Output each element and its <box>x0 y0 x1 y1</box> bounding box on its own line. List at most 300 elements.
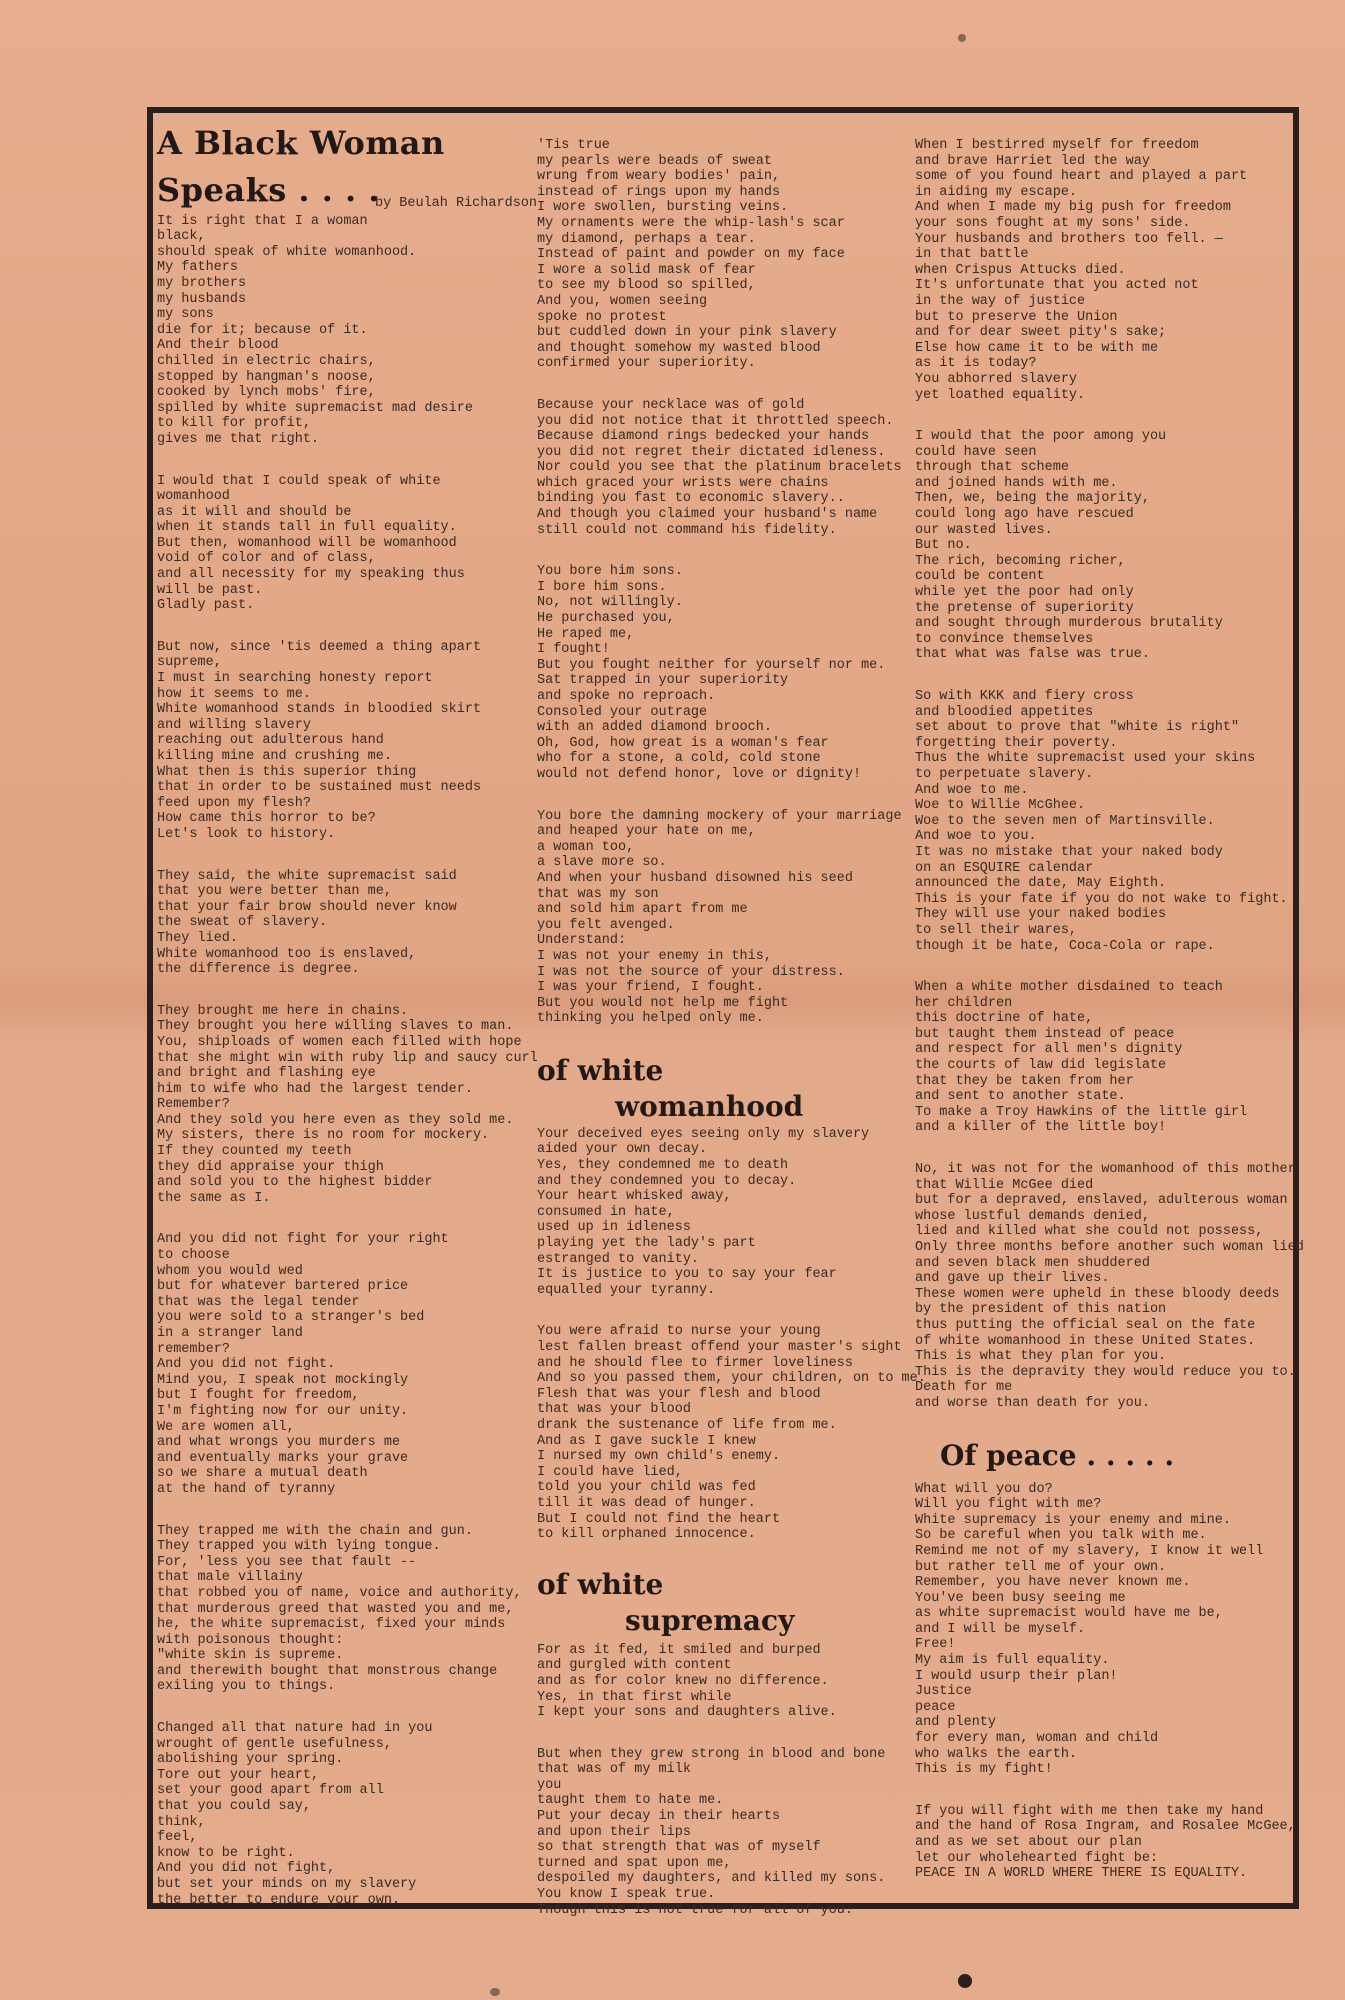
poem-line: lied and killed what she could not possess, <box>915 1224 1264 1240</box>
poem-line: And you did not fight for your right <box>157 1232 449 1248</box>
poem-line: You, shiploads of women each filled with hope <box>157 1034 522 1050</box>
poem-line: could be content <box>915 569 1045 585</box>
poem-line: And their blood <box>157 338 279 354</box>
poem-line: But when they grew strong in blood and bone <box>537 1746 886 1762</box>
poem-line: in the way of justice <box>915 293 1086 309</box>
poem-line: that you were better than me, <box>157 884 392 900</box>
poem-line: You've been busy seeing me <box>915 1590 1126 1606</box>
poem-line: I would that I could speak of white <box>157 473 441 489</box>
poem-line: 'Tis true <box>537 138 610 153</box>
poem-line: My ornaments were the whip-lash's scar <box>537 215 845 231</box>
poem-stanza <box>537 1643 927 1721</box>
poem-line: and I will be myself. <box>915 1621 1086 1637</box>
poem-line: by the president of this nation <box>915 1302 1167 1318</box>
poem-line: to see my blood so spilled, <box>537 278 756 294</box>
poem-line: and spoke no reproach. <box>537 689 716 704</box>
poem-line: Gladly past. <box>157 598 255 614</box>
poem-line: Put your decay in their hearts <box>537 1809 781 1825</box>
poem-line: I bore him sons. <box>537 579 667 595</box>
poem-line: I wore swollen, bursting veins. <box>537 200 789 216</box>
poem-line: and bloodied appetites <box>915 704 1094 720</box>
poem-line: wrung from weary bodies' pain, <box>537 169 781 185</box>
poem-line: reaching out adulterous hand <box>157 733 384 749</box>
poem-line: Remind me not of my slavery, I know it well <box>915 1543 1264 1559</box>
poem-stanza <box>157 474 537 614</box>
poem-line: It is right that I a woman <box>157 213 368 229</box>
section-heading-womanhood <box>537 1053 927 1125</box>
poem-line: Your husbands and brothers too fell. — <box>915 231 1223 247</box>
poem-line: Death for me <box>915 1380 1013 1396</box>
poem-stanza <box>915 689 1300 954</box>
poem-line: Only three months before another such woman lied <box>915 1240 1304 1255</box>
poem-line: at the hand of tyranny <box>157 1481 336 1497</box>
poem-line: He raped me, <box>537 626 635 642</box>
poem-line: and the hand of Rosa Ingram, and Rosalee McGee, <box>915 1819 1296 1835</box>
poem-line: but for a depraved, enslaved, adulterous woman <box>915 1193 1288 1209</box>
poem-stanza <box>537 1324 927 1542</box>
poem-line: And when your husband disowned his seed <box>537 870 853 886</box>
poem-line: would not defend honor, love or dignity! <box>537 766 862 782</box>
poem-line: And as I gave suckle I knew <box>537 1433 756 1449</box>
poem-line: though it be hate, Coca-Cola or rape. <box>915 938 1215 954</box>
heading-line: supremacy <box>625 1603 795 1637</box>
poem-line: her children <box>915 995 1013 1011</box>
poem-stanza <box>157 1524 537 1696</box>
poem-line: used up in idleness <box>537 1220 691 1236</box>
poem-line: White womanhood stands in bloodied skirt <box>157 702 482 718</box>
poem-line: Understand: <box>537 933 627 949</box>
poem-line: and respect for all men's dignity <box>915 1042 1183 1058</box>
poem-line: They lied. <box>157 930 239 946</box>
poem-line: Instead of paint and powder on my face <box>537 247 845 263</box>
poem-line: And you did not fight. <box>157 1357 336 1373</box>
poem-line: the difference is degree. <box>157 962 360 978</box>
poem-line: stopped by hangman's noose, <box>157 369 376 385</box>
poem-line: Mind you, I speak not mockingly <box>157 1372 409 1388</box>
poem-line: with poisonous thought: <box>157 1632 344 1648</box>
poem-line: For as it fed, it smiled and burped <box>537 1642 821 1658</box>
poem-line: wrought of gentle usefulness, <box>157 1736 392 1752</box>
poem-line: some of you found heart and played a part <box>915 169 1248 185</box>
poem-line: that male villainy <box>157 1570 303 1586</box>
poem-line: you <box>537 1777 562 1793</box>
poem-line: through that scheme <box>915 460 1069 476</box>
poem-line: And you, women seeing <box>537 293 708 309</box>
poem-section <box>157 214 537 1909</box>
poem-line: and sent to another state. <box>915 1089 1126 1105</box>
poem-line: and gave up their lives. <box>915 1271 1110 1287</box>
poem-line: Remember? <box>157 1097 230 1113</box>
poem-line: you did not notice that it throttled speech. <box>537 413 894 429</box>
poem-line: so we share a mutual death <box>157 1466 368 1482</box>
poem-line: I was not your enemy in this, <box>537 948 772 964</box>
poem-stanza <box>915 138 1300 403</box>
poem-line: could long ago have rescued <box>915 507 1134 523</box>
poem-line: in a stranger land <box>157 1326 303 1341</box>
poem-line: to convince themselves <box>915 631 1094 647</box>
poem-line: I was not the source of your distress. <box>537 964 845 980</box>
poem-line: who walks the earth. <box>915 1746 1078 1762</box>
poem-line: that you could say, <box>157 1799 311 1815</box>
poem-line: and seven black men shuddered <box>915 1255 1150 1271</box>
poem-line: Else how came it to be with me <box>915 340 1159 356</box>
column-left <box>157 120 537 1934</box>
poem-line: that murderous greed that wasted you and me, <box>157 1601 514 1617</box>
poem-line: you felt avenged. <box>537 917 675 933</box>
poem-line: How came this horror to be? <box>157 811 376 827</box>
poem-stanza <box>537 809 927 1027</box>
poem-line: Yes, in that first while <box>537 1689 732 1705</box>
poem-line: my pearls were beads of sweat <box>537 153 772 169</box>
poem-line: My sisters, there is no room for mockery. <box>157 1128 490 1144</box>
poem-line: Woe to the seven men of Martinsville. <box>915 813 1215 829</box>
poem-line: my sons <box>157 307 214 323</box>
poem-line: think, <box>157 1814 206 1830</box>
poem-line: My fathers <box>157 260 239 276</box>
poem-line: He purchased you, <box>537 611 675 627</box>
poem-line: binding you fast to economic slavery.. <box>537 491 845 507</box>
poem-line: And woe to me. <box>915 782 1029 798</box>
poem-line: to sell their wares, <box>915 922 1078 938</box>
poem-line: When a white mother disdained to teach <box>915 980 1223 996</box>
poem-line: and as for color knew no difference. <box>537 1673 829 1689</box>
poem-stanza <box>915 1804 1300 1882</box>
poem-line: and joined hands with me. <box>915 475 1118 491</box>
poem-line: and plenty <box>915 1715 997 1731</box>
poem-line: I was your friend, I fought. <box>537 980 764 996</box>
poem-line: thinking you helped only me. <box>537 1011 764 1027</box>
poem-line: Changed all that nature had in you <box>157 1721 433 1737</box>
poem-line: I would usurp their plan! <box>915 1668 1118 1684</box>
poem-line: Justice <box>915 1684 972 1700</box>
heading-line: of white <box>537 1567 664 1601</box>
poem-stanza <box>157 214 537 448</box>
poem-line: What then is this superior thing <box>157 764 417 780</box>
ink-spot <box>958 34 966 42</box>
poem-line: And though you claimed your husband's name <box>537 507 878 523</box>
poem-line: I nursed my own child's enemy. <box>537 1449 781 1465</box>
poem-section <box>537 1127 927 1543</box>
poem-section <box>537 138 927 1027</box>
poem-stanza <box>915 429 1300 663</box>
poem-line: to perpetuate slavery. <box>915 766 1094 782</box>
poem-line: White womanhood too is enslaved, <box>157 946 417 962</box>
heading-line: of white <box>537 1053 664 1087</box>
poem-line: exiling you to things. <box>157 1679 336 1695</box>
poem-line: die for it; because of it. <box>157 322 368 338</box>
poem-line: that was of my milk <box>537 1762 691 1778</box>
poem-stanza <box>915 1162 1304 1412</box>
poem-line: for every man, woman and child <box>915 1731 1159 1747</box>
poem-line: Free! <box>915 1637 956 1653</box>
poem-line: to kill for profit, <box>157 416 311 432</box>
poem-line: I kept your sons and daughters alive. <box>537 1705 837 1721</box>
poem-line: set your good apart from all <box>157 1783 384 1799</box>
poem-line: told you your child was fed <box>537 1480 756 1496</box>
poem-section <box>915 138 1304 1412</box>
poem-line: black, <box>157 229 206 245</box>
poem-line: as white supremacist would have me be, <box>915 1606 1223 1622</box>
poem-stanza <box>537 398 927 538</box>
title-line: A Black Woman <box>157 124 445 162</box>
poem-line: my diamond, perhaps a tear. <box>537 231 756 247</box>
poem-line: Will you fight with me? <box>915 1497 1102 1513</box>
poem-line: to kill orphaned innocence. <box>537 1527 756 1543</box>
poem-line: But you fought neither for yourself nor me. <box>537 657 886 673</box>
poem-line: thus putting the official seal on the fate <box>915 1317 1256 1333</box>
poem-line: and they condemned you to decay. <box>537 1173 797 1189</box>
poem-line: For, 'less you see that fault -- <box>157 1554 417 1570</box>
poem-section <box>537 1643 927 1919</box>
poem-line: Consoled your outrage <box>537 704 708 720</box>
poem-line: feed upon my flesh? <box>157 795 311 811</box>
poem-line: Let's look to history. <box>157 826 336 842</box>
poem-line: and worse than death for you. <box>915 1395 1150 1411</box>
poem-line: that was my son <box>537 886 659 902</box>
poem-line: No, not willingly. <box>537 595 683 611</box>
poem-line: And you did not fight, <box>157 1861 336 1877</box>
poem-line: but to preserve the Union <box>915 309 1118 325</box>
poem-line: and sold him apart from me <box>537 902 748 918</box>
poem-line: So with KKK and fiery cross <box>915 689 1134 704</box>
poem-line: Though this is not true for all of you. <box>537 1902 853 1918</box>
poem-line: equalled your tyranny. <box>537 1282 716 1298</box>
poem-line: I wore a solid mask of fear <box>537 262 756 278</box>
poem-line: Because your necklace was of gold <box>537 397 805 413</box>
poem-line: gives me that right. <box>157 431 320 447</box>
poem-line: womanhood <box>157 489 230 505</box>
poem-line: and sold you to the highest bidder <box>157 1175 433 1191</box>
poem-line: "white skin is supreme. <box>157 1648 344 1664</box>
poem-line: They will use your naked bodies <box>915 907 1167 923</box>
poem-line: in that battle <box>915 247 1029 263</box>
poem-line: I'm fighting now for our unity. <box>157 1403 409 1419</box>
poem-stanza <box>157 640 537 843</box>
poem-stanza <box>157 1004 537 1207</box>
poem-line: But now, since 'tis deemed a thing apart <box>157 639 482 655</box>
poem-line: the sweat of slavery. <box>157 915 328 931</box>
column-right <box>915 138 1304 1908</box>
poem-stanza <box>915 1482 1300 1778</box>
poem-line: announced the date, May Eighth. <box>915 876 1167 892</box>
poem-stanza <box>537 1747 927 1919</box>
poem-line: when it stands tall in full equality. <box>157 520 457 536</box>
poem-line: aided your own decay. <box>537 1142 708 1158</box>
poem-line: taught them to hate me. <box>537 1793 724 1809</box>
poem-line: him to wife who had the largest tender. <box>157 1081 473 1097</box>
poem-line: They brought you here willing slaves to man. <box>157 1019 514 1035</box>
poem-line: void of color and of class, <box>157 551 376 567</box>
poem-line: the pretense of superiority <box>915 600 1134 616</box>
poem-line: but cuddled down in your pink slavery <box>537 325 837 341</box>
poem-line: will be past. <box>157 582 263 598</box>
poem-line: to choose <box>157 1248 230 1264</box>
poem-line: but for whatever bartered price <box>157 1279 409 1295</box>
poem-line: Your heart whisked away, <box>537 1189 732 1205</box>
poem-line: who for a stone, a cold, cold stone <box>537 751 821 767</box>
poem-line: and therewith bought that monstrous change <box>157 1663 498 1679</box>
poem-line: the better to endure your own. <box>157 1892 401 1908</box>
poem-line: You know I speak true. <box>537 1887 716 1903</box>
poem-line: still could not command his fidelity. <box>537 522 837 538</box>
poem-line: whose lustful demands denied, <box>915 1208 1150 1224</box>
poem-line: despoiled my daughters, and killed my sons. <box>537 1871 886 1887</box>
poem-line: a slave more so. <box>537 855 667 871</box>
poem-line: They trapped me with the chain and gun. <box>157 1523 473 1539</box>
poem-line: My aim is full equality. <box>915 1653 1110 1669</box>
poem-line: If you will fight with me then take my hand <box>915 1803 1264 1819</box>
poem-line: cooked by lynch mobs' fire, <box>157 385 376 401</box>
poem-stanza <box>157 1232 537 1497</box>
poem-stanza <box>157 869 537 978</box>
poem-line: he, the white supremacist, fixed your minds <box>157 1617 506 1633</box>
poem-line: should speak of white womanhood. <box>157 244 417 260</box>
poem-line: They trapped you with lying tongue. <box>157 1539 441 1555</box>
poem-line: Then, we, being the majority, <box>915 491 1150 507</box>
poem-line: feel, <box>157 1830 198 1846</box>
poem-line: PEACE IN A WORLD WHERE THERE IS EQUALITY. <box>915 1866 1248 1882</box>
poem-line: and a killer of the little boy! <box>915 1120 1167 1136</box>
poem-line: I could have lied, <box>537 1464 683 1480</box>
poem-line: confirmed your superiority. <box>537 356 756 372</box>
poem-line: my brothers <box>157 275 247 291</box>
poem-line: set about to prove that "white is right" <box>915 720 1240 736</box>
poem-line: They said, the white supremacist said <box>157 868 457 884</box>
poem-line: spoke no protest <box>537 309 667 325</box>
poem-line: and sought through murderous brutality <box>915 616 1223 632</box>
poem-line: The rich, becoming richer, <box>915 553 1126 569</box>
poem-line: To make a Troy Hawkins of the little girl <box>915 1104 1248 1120</box>
poem-line: And woe to you. <box>915 829 1037 845</box>
poem-line: and thought somehow my wasted blood <box>537 340 821 356</box>
poem-line: of white womanhood in these United States. <box>915 1333 1256 1349</box>
poem-line: and gurgled with content <box>537 1658 732 1674</box>
poem-line: that was your blood <box>537 1402 691 1418</box>
poem-line: Yes, they condemned me to death <box>537 1158 789 1174</box>
poem-line: that your fair brow should never know <box>157 899 457 915</box>
poem-line: killing mine and crushing me. <box>157 749 392 764</box>
poem-line: It is justice to you to say your fear <box>537 1267 837 1283</box>
poem-line: These women were upheld in these bloody deeds <box>915 1286 1280 1302</box>
poem-line: could have seen <box>915 444 1037 460</box>
poem-line: while yet the poor had only <box>915 585 1134 601</box>
poem-line: Remember, you have never known me. <box>915 1575 1191 1591</box>
poem-line: No, it was not for the womanhood of this mother <box>915 1162 1296 1178</box>
poem-line: but I fought for freedom, <box>157 1388 360 1404</box>
poem-line: know to be right. <box>157 1845 295 1861</box>
poem-line: how it seems to me. <box>157 686 311 702</box>
byline: by Beulah Richardson <box>374 196 537 211</box>
poem-stanza <box>537 1127 927 1299</box>
poem-line: let our wholehearted fight be: <box>915 1850 1159 1866</box>
poem-line: This is my fight! <box>915 1762 1053 1778</box>
poem-line: and upon their lips <box>537 1824 691 1840</box>
poem-line: Nor could you see that the platinum bracelets <box>537 460 902 476</box>
poem-line: and willing slavery <box>157 717 311 733</box>
poem-line: But you would not help me fight <box>537 995 789 1011</box>
poem-line: You abhorred slavery <box>915 371 1078 387</box>
poem-line: peace <box>915 1699 956 1715</box>
poem-line: It's unfortunate that you acted not <box>915 278 1199 294</box>
poem-line: yet loathed equality. <box>915 387 1086 403</box>
poem-section <box>915 1482 1300 1882</box>
poem-line: as it will and should be <box>157 504 352 520</box>
poem-line: and as we set about our plan <box>915 1835 1142 1850</box>
poem-line: You were afraid to nurse your young <box>537 1324 821 1340</box>
poem-line: But no. <box>915 538 972 554</box>
poem-line: Thus the white supremacist used your skins <box>915 751 1256 767</box>
poem-line: supreme, <box>157 655 222 671</box>
poem-line: This is the depravity they would reduce you to. <box>915 1364 1296 1380</box>
poem-line: And when I made my big push for freedom <box>915 200 1231 216</box>
poem-line: that what was false was true. <box>915 647 1150 663</box>
poem-line: as it is today? <box>915 356 1037 372</box>
poem-line: and eventually marks your grave <box>157 1450 409 1466</box>
section-heading-peace: Of peace . . . . . <box>940 1438 1175 1472</box>
poem-line: chilled in electric chairs, <box>157 353 376 369</box>
column-middle <box>537 138 927 1944</box>
poem-line: that she might win with ruby lip and saucy curl <box>157 1050 538 1066</box>
poem-line: in aiding my escape. <box>915 184 1078 200</box>
poem-line: Flesh that was your flesh and blood <box>537 1386 821 1402</box>
poem-line: my husbands <box>157 291 247 307</box>
poem-line: that in order to be sustained must needs <box>157 780 482 796</box>
poem-line: Oh, God, how great is a woman's fear <box>537 735 829 751</box>
poem-line: till it was dead of hunger. <box>537 1495 756 1511</box>
poem-line: which graced your wrists were chains <box>537 475 829 491</box>
section-heading-supremacy <box>537 1567 927 1639</box>
poem-line: but rather tell me of your own. <box>915 1559 1167 1575</box>
poem-line: What will you do? <box>915 1481 1053 1497</box>
poem-line: When I bestirred myself for freedom <box>915 138 1199 153</box>
poem-line: Woe to Willie McGhee. <box>915 798 1086 814</box>
poem-line: but set your minds on my slavery <box>157 1877 417 1892</box>
poem-line: the same as I. <box>157 1190 271 1206</box>
poem-line: and heaped your hate on me, <box>537 824 756 840</box>
poem-line: We are women all, <box>157 1419 295 1435</box>
poem-line: and what wrongs you murders me <box>157 1435 401 1451</box>
poem-line: And they sold you here even as they sold me. <box>157 1112 514 1128</box>
poem-line: when Crispus Attucks died. <box>915 262 1126 278</box>
poem-line: drank the sustenance of life from me. <box>537 1417 837 1433</box>
poem-line: the courts of law did legislate <box>915 1058 1167 1074</box>
poem-stanza <box>915 980 1300 1136</box>
poem-line: a woman too, <box>537 839 635 855</box>
poem-line: You bore the damning mockery of your marriage <box>537 808 902 824</box>
title-line: Speaks . . . . <box>157 171 380 209</box>
poem-line: that Willie McGee died <box>915 1177 1094 1193</box>
poem-line: they did appraise your thigh <box>157 1159 384 1175</box>
poem-line: And so you passed them, your children, on to me. <box>537 1371 926 1387</box>
ink-spot <box>958 1974 972 1988</box>
poem-line: that was the legal tender <box>157 1294 360 1310</box>
poem-line: so that strength that was of myself <box>537 1840 821 1856</box>
poem-line: that robbed you of name, voice and authority, <box>157 1585 522 1601</box>
poem-line: They brought me here in chains. <box>157 1003 409 1019</box>
poem-line: Your deceived eyes seeing only my slavery <box>537 1126 870 1142</box>
poem-line: with an added diamond brooch. <box>537 720 772 736</box>
poem-line: I must in searching honesty report <box>157 671 433 687</box>
poem-line: and bright and flashing eye <box>157 1066 376 1082</box>
poem-line: playing yet the lady's part <box>537 1236 756 1252</box>
poem-line: This is what they plan for you. <box>915 1349 1167 1365</box>
poem-line: your sons fought at my sons' side. <box>915 215 1191 231</box>
poem-line: Because diamond rings bedecked your hands <box>537 429 870 445</box>
poem-line: that they be taken from her <box>915 1073 1134 1089</box>
poem-line: But I could not find the heart <box>537 1511 781 1527</box>
poem-line: you did not regret their dictated idleness. <box>537 444 886 460</box>
poem-line: turned and spat upon me, <box>537 1855 732 1871</box>
